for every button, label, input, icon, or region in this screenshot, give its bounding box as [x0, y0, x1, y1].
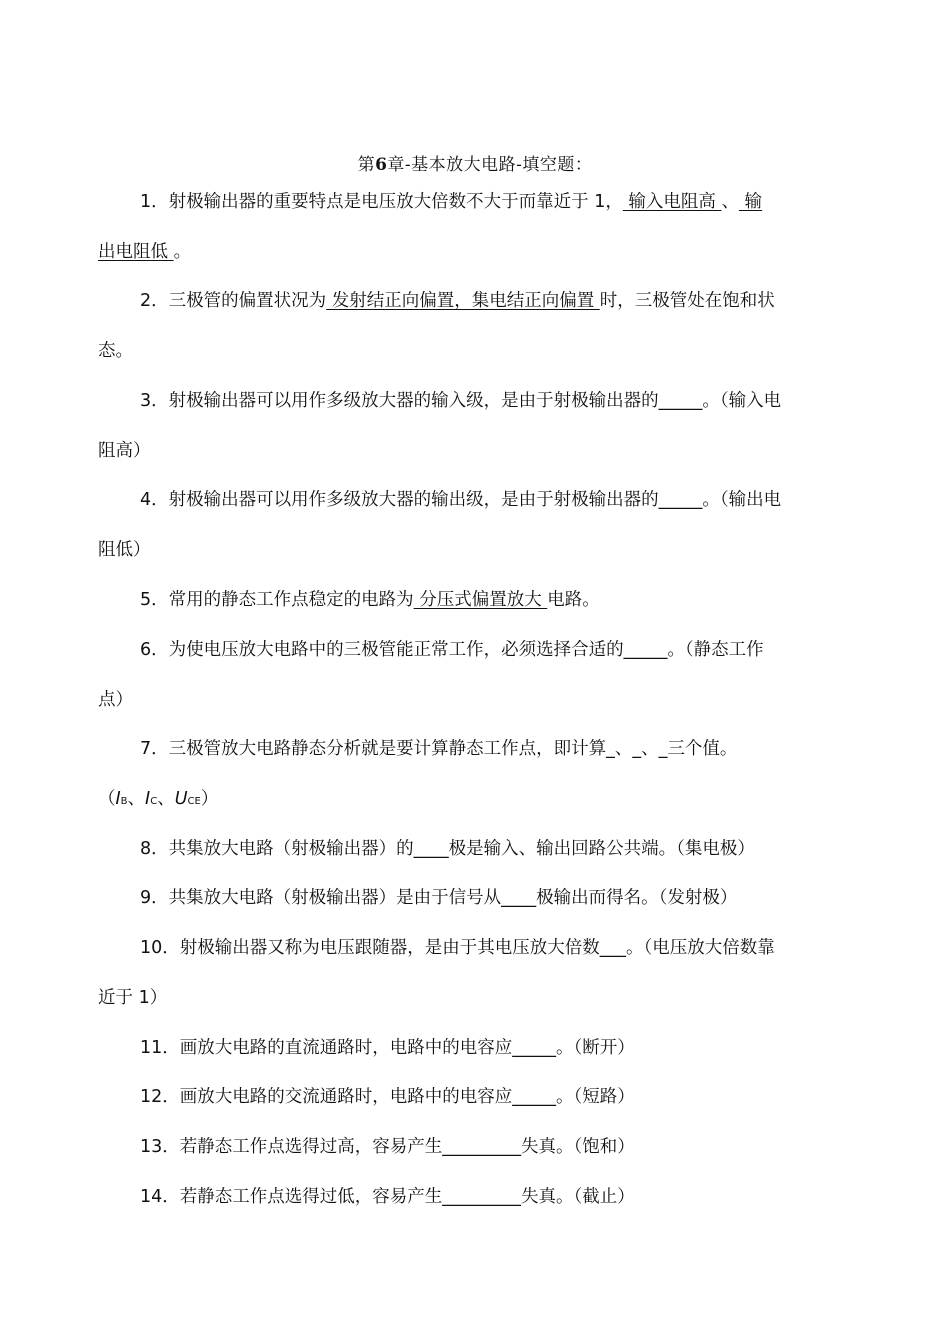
question-9: 9．共集放大电路（射极输出器）是由于信号从____极输出而得名。（发射极） [140, 888, 738, 908]
question-2-line-2: 态。 [98, 341, 133, 361]
question-8: 8．共集放大电路（射极输出器）的____极是输入、输出回路公共端。（集电极） [140, 839, 755, 859]
question-7-line-2: （IB、IC、UCE） [98, 789, 219, 809]
question-5: 5．常用的静态工作点稳定的电路为 分压式偏置放大 电路。 [140, 590, 600, 610]
question-10-line-1: 10．射极输出器又称为电压跟随器，是由于其电压放大倍数___。（电压放大倍数靠 [140, 938, 775, 958]
question-4-line-2: 阻低） [98, 540, 151, 560]
question-6-line-2: 点） [98, 690, 133, 710]
question-2-line-1: 2．三极管的偏置状况为 发射结正向偏置，集电结正向偏置 时，三极管处在饱和状 [140, 291, 775, 311]
question-1-line-2: 出电阻低 。 [98, 242, 192, 262]
question-10-line-2: 近于 1） [98, 988, 168, 1008]
question-14: 14．若静态工作点选得过低，容易产生_________失真。（截止） [140, 1187, 635, 1207]
question-4-line-1: 4．射极输出器可以用作多级放大器的输出级，是由于射极输出器的_____。（输出电 [140, 490, 782, 510]
question-3-line-1: 3．射极输出器可以用作多级放大器的输入级，是由于射极输出器的_____。（输入电 [140, 391, 782, 411]
question-3-line-2: 阻高） [98, 441, 151, 461]
question-6-line-1: 6．为使电压放大电路中的三极管能正常工作，必须选择合适的_____。（静态工作 [140, 640, 764, 660]
question-1-line-1: 1．射极输出器的重要特点是电压放大倍数不大于而靠近于 1， 输入电阻高 、 输 [140, 192, 763, 212]
question-7-line-1: 7．三极管放大电路静态分析就是要计算静态工作点，即计算_、_、_三个值。 [140, 739, 738, 759]
page-title: 第6章-基本放大电路-填空题： [357, 155, 593, 175]
question-13: 13．若静态工作点选得过高，容易产生_________失真。（饱和） [140, 1137, 635, 1157]
question-11: 11．画放大电路的直流通路时，电路中的电容应_____。（断开） [140, 1038, 635, 1058]
question-12: 12．画放大电路的交流通路时，电路中的电容应_____。（短路） [140, 1087, 635, 1107]
